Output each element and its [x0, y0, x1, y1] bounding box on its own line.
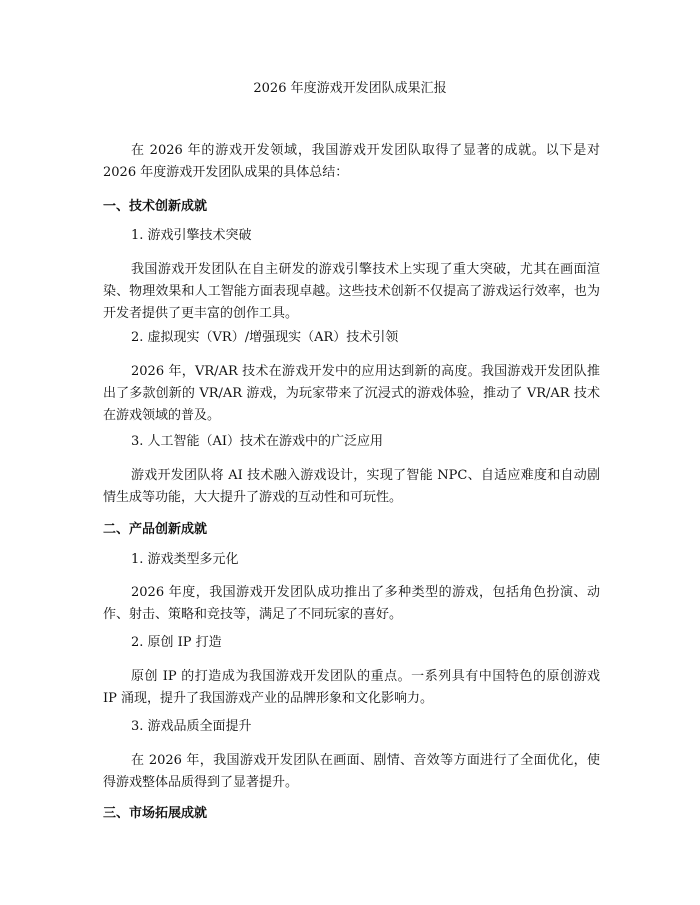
paragraph-engine: 我国游戏开发团队在自主研发的游戏引擎技术上实现了重大突破，尤其在画面渲染、物理效果和人工智能方面表现卓越。这些技术创新不仅提高了游戏运行效率，也为开发者提供了更丰富的创作工具。	[103, 262, 600, 321]
paragraph-genres: 2026 年度，我国游戏开发团队成功推出了多种类型的游戏，包括角色扮演、动作、射击、策略和竞技等，满足了不同玩家的喜好。	[103, 585, 600, 622]
subheading-genres: 1. 游戏类型多元化	[131, 552, 239, 567]
paragraph-ip: 原创 IP 的打造成为我国游戏开发团队的重点。一系列具有中国特色的原创游戏 IP 涌现，提升了我国游戏产业的品牌形象和文化影响力。	[103, 669, 600, 706]
subheading-vr-ar: 2. 虚拟现实（VR）/增强现实（AR）技术引领	[131, 330, 399, 345]
section-heading-market: 三、市场拓展成就	[103, 806, 208, 821]
subheading-ip: 2. 原创 IP 打造	[131, 635, 222, 650]
subheading-ai: 3. 人工智能（AI）技术在游戏中的广泛应用	[131, 434, 384, 449]
page-title: 2026 年度游戏开发团队成果汇报	[253, 81, 447, 96]
paragraph-ai: 游戏开发团队将 AI 技术融入游戏设计，实现了智能 NPC、自适应难度和自动剧情生成等功能，大大提升了游戏的互动性和可玩性。	[103, 468, 600, 505]
intro-paragraph: 在 2026 年的游戏开发领域，我国游戏开发团队取得了显著的成就。以下是对 2026 年度游戏开发团队成果的具体总结：	[103, 143, 600, 180]
paragraph-vr-ar: 2026 年，VR/AR 技术在游戏开发中的应用达到新的高度。我国游戏开发团队推出了多款创新的 VR/AR 游戏，为玩家带来了沉浸式的游戏体验，推动了 VR/AR 技术在游戏领域的普及。	[103, 364, 600, 423]
subheading-quality: 3. 游戏品质全面提升	[131, 719, 252, 734]
subheading-engine: 1. 游戏引擎技术突破	[131, 228, 252, 243]
section-heading-product: 二、产品创新成就	[103, 522, 208, 537]
paragraph-quality: 在 2026 年，我国游戏开发团队在画面、剧情、音效等方面进行了全面优化，使得游戏整体品质得到了显著提升。	[103, 753, 600, 790]
section-heading-tech: 一、技术创新成就	[103, 199, 208, 214]
